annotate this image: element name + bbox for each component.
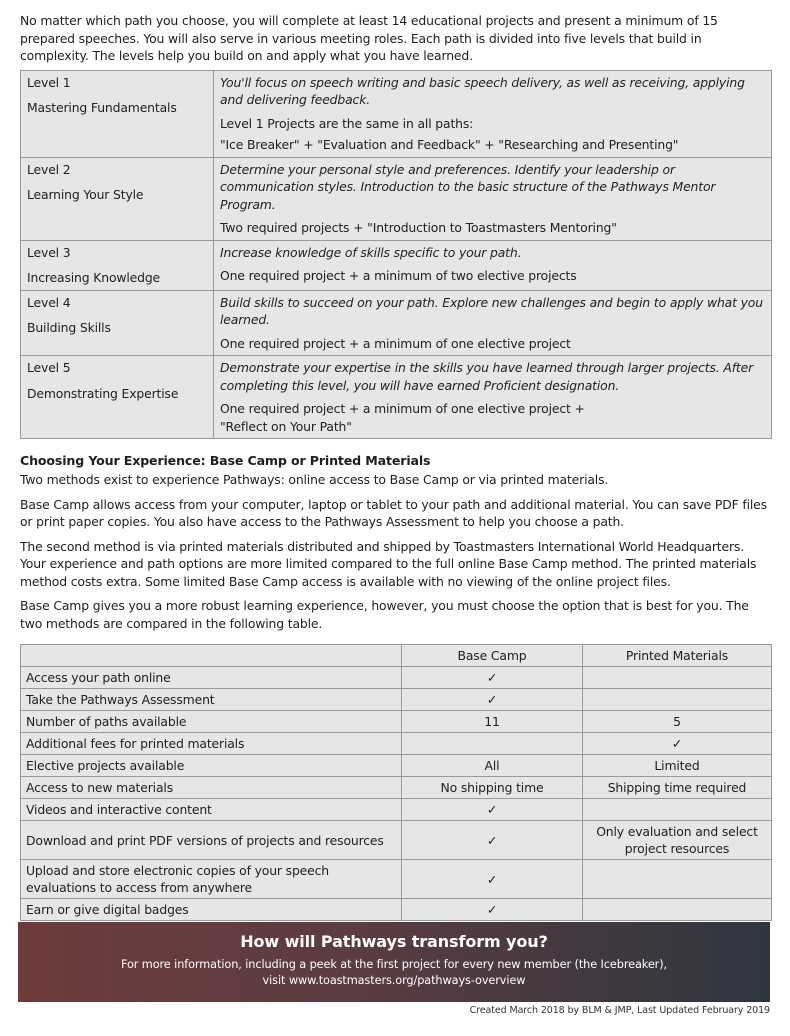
level-description: Build skills to succeed on your path. Explore new challenges and begin to apply what you learned. (220, 294, 763, 327)
level-cell (21, 356, 214, 439)
level-number: Level 4 (27, 294, 71, 310)
header-printed-materials: Printed Materials (583, 645, 772, 667)
intro-paragraph: No matter which path you choose, you will complete at least 14 educational projects and present a minimum of 15 prepared speeches. You will also serve in various meeting roles. Each path is divided into five levels that build in complexity. The levels help you build on and apply what you have learned. (20, 13, 718, 63)
base-camp-cell (402, 733, 583, 755)
info-banner (18, 922, 770, 1002)
feature-cell: Earn or give digital badges (21, 899, 402, 921)
level-requirement: One required project + a minimum of one elective project + (220, 401, 585, 416)
printed-cell: ✓ (583, 733, 772, 755)
printed-cell (583, 799, 772, 821)
printed-cell (583, 860, 772, 899)
level-number: Level 2 (27, 161, 71, 177)
printed-cell (583, 667, 772, 689)
level-description: Determine your personal style and preferences. Identify your leadership or communication styles. Introduction to the basic structure of the Pathways Mentor Program. (220, 161, 716, 212)
feature-cell: Number of paths available (21, 711, 402, 733)
banner-link-text: visit www.toastmasters.org/pathways-overview (262, 974, 526, 987)
printed-cell: Only evaluation and select project resources (583, 821, 772, 860)
level-name: Learning Your Style (27, 187, 144, 202)
table-row (21, 899, 772, 921)
body-paragraph: Base Camp allows access from your computer, laptop or tablet to your path and additional material. You can save PDF files or print paper copies. You also have access to the Pathways Assessment to help you choose a path. (20, 496, 767, 529)
level-cell (21, 240, 214, 290)
footer-credit: Created March 2018 by BLM & JMP, Last Updated February 2019 (469, 1005, 770, 1016)
table-row (21, 733, 772, 755)
header-base-camp: Base Camp (402, 645, 583, 667)
level-name: Building Skills (27, 320, 111, 335)
printed-cell: Limited (583, 755, 772, 777)
level-description: You'll focus on speech writing and basic speech delivery, as well as receiving, applying and delivering feedback. (220, 74, 745, 107)
level-row (21, 290, 772, 356)
body-paragraph: The second method is via printed materials distributed and shipped by Toastmasters International World Headquarters. Your experience and path options are more limited compared to the full online Base Camp method. The printed materials method costs extra. Some limited Base Camp access is available with no viewing of the online project files. (20, 538, 757, 589)
level-requirement: Level 1 Projects are the same in all paths: (220, 115, 474, 131)
base-camp-cell: ✓ (402, 821, 583, 860)
feature-cell: Access to new materials (21, 777, 402, 799)
table-row (21, 689, 772, 711)
level-cell (21, 70, 214, 157)
base-camp-cell: ✓ (402, 799, 583, 821)
feature-cell: Videos and interactive content (21, 799, 402, 821)
body-paragraph: Two methods exist to experience Pathways: online access to Base Camp or via printed materials. (20, 472, 609, 487)
level-requirement-detail: "Reflect on Your Path" (220, 418, 352, 434)
level-cell (21, 157, 214, 240)
level-detail-cell (214, 240, 772, 290)
banner-text: For more information, including a peek at the first project for every new member (the Icebreaker), (120, 958, 668, 971)
level-detail-cell (214, 290, 772, 356)
table-row (21, 860, 772, 899)
base-camp-cell: ✓ (402, 860, 583, 899)
level-row (21, 240, 772, 290)
level-cell (21, 290, 214, 356)
level-requirement: One required project + a minimum of one elective project (220, 335, 571, 351)
table-row (21, 711, 772, 733)
base-camp-cell: ✓ (402, 667, 583, 689)
comparison-table (20, 644, 772, 921)
levels-table (20, 70, 772, 440)
header-feature (21, 645, 402, 667)
banner-title: How will Pathways transform you? (240, 932, 548, 951)
level-requirement-detail: "Ice Breaker" + "Evaluation and Feedback" + "Researching and Presenting" (220, 137, 679, 152)
level-name: Demonstrating Expertise (27, 385, 179, 401)
table-row (21, 821, 772, 860)
level-row (21, 70, 772, 157)
printed-cell: 5 (583, 711, 772, 733)
level-detail-cell (214, 157, 772, 240)
level-row (21, 356, 772, 439)
level-detail-cell (214, 70, 772, 157)
level-name: Increasing Knowledge (27, 270, 161, 285)
table-row (21, 799, 772, 821)
level-description: Demonstrate your expertise in the skills you have learned through larger projects. After completing this level, you will have earned Proficient designation. (220, 360, 754, 393)
feature-cell: Access your path online (21, 667, 402, 689)
printed-cell: Shipping time required (583, 777, 772, 799)
level-requirement: Two required projects + "Introduction to Toastmasters Mentoring" (220, 220, 617, 235)
base-camp-cell: No shipping time (402, 777, 583, 799)
level-number: Level 3 (27, 244, 71, 260)
level-number: Level 1 (27, 74, 71, 90)
table-row (21, 755, 772, 777)
body-paragraph: Base Camp gives you a more robust learning experience, however, you must choose the option that is best for you. The two methods are compared in the following table. (20, 598, 749, 631)
feature-cell: Upload and store electronic copies of your speech evaluations to access from anywhere (21, 860, 402, 899)
document-page (20, 12, 772, 921)
level-row (21, 157, 772, 240)
feature-cell: Take the Pathways Assessment (21, 689, 402, 711)
base-camp-cell: ✓ (402, 899, 583, 921)
level-name: Mastering Fundamentals (27, 100, 177, 115)
base-camp-cell: ✓ (402, 689, 583, 711)
level-number: Level 5 (27, 360, 71, 375)
feature-cell: Elective projects available (21, 755, 402, 777)
base-camp-cell: 11 (402, 711, 583, 733)
printed-cell (583, 689, 772, 711)
level-requirement: One required project + a minimum of two elective projects (220, 268, 577, 283)
comparison-header-row (21, 645, 772, 667)
feature-cell: Additional fees for printed materials (21, 733, 402, 755)
table-row (21, 667, 772, 689)
level-description: Increase knowledge of skills specific to your path. (220, 244, 522, 260)
feature-cell: Download and print PDF versions of projects and resources (21, 821, 402, 860)
section-heading: Choosing Your Experience: Base Camp or Printed Materials (20, 453, 431, 468)
table-row (21, 777, 772, 799)
printed-cell (583, 899, 772, 921)
base-camp-cell: All (402, 755, 583, 777)
level-detail-cell (214, 356, 772, 439)
